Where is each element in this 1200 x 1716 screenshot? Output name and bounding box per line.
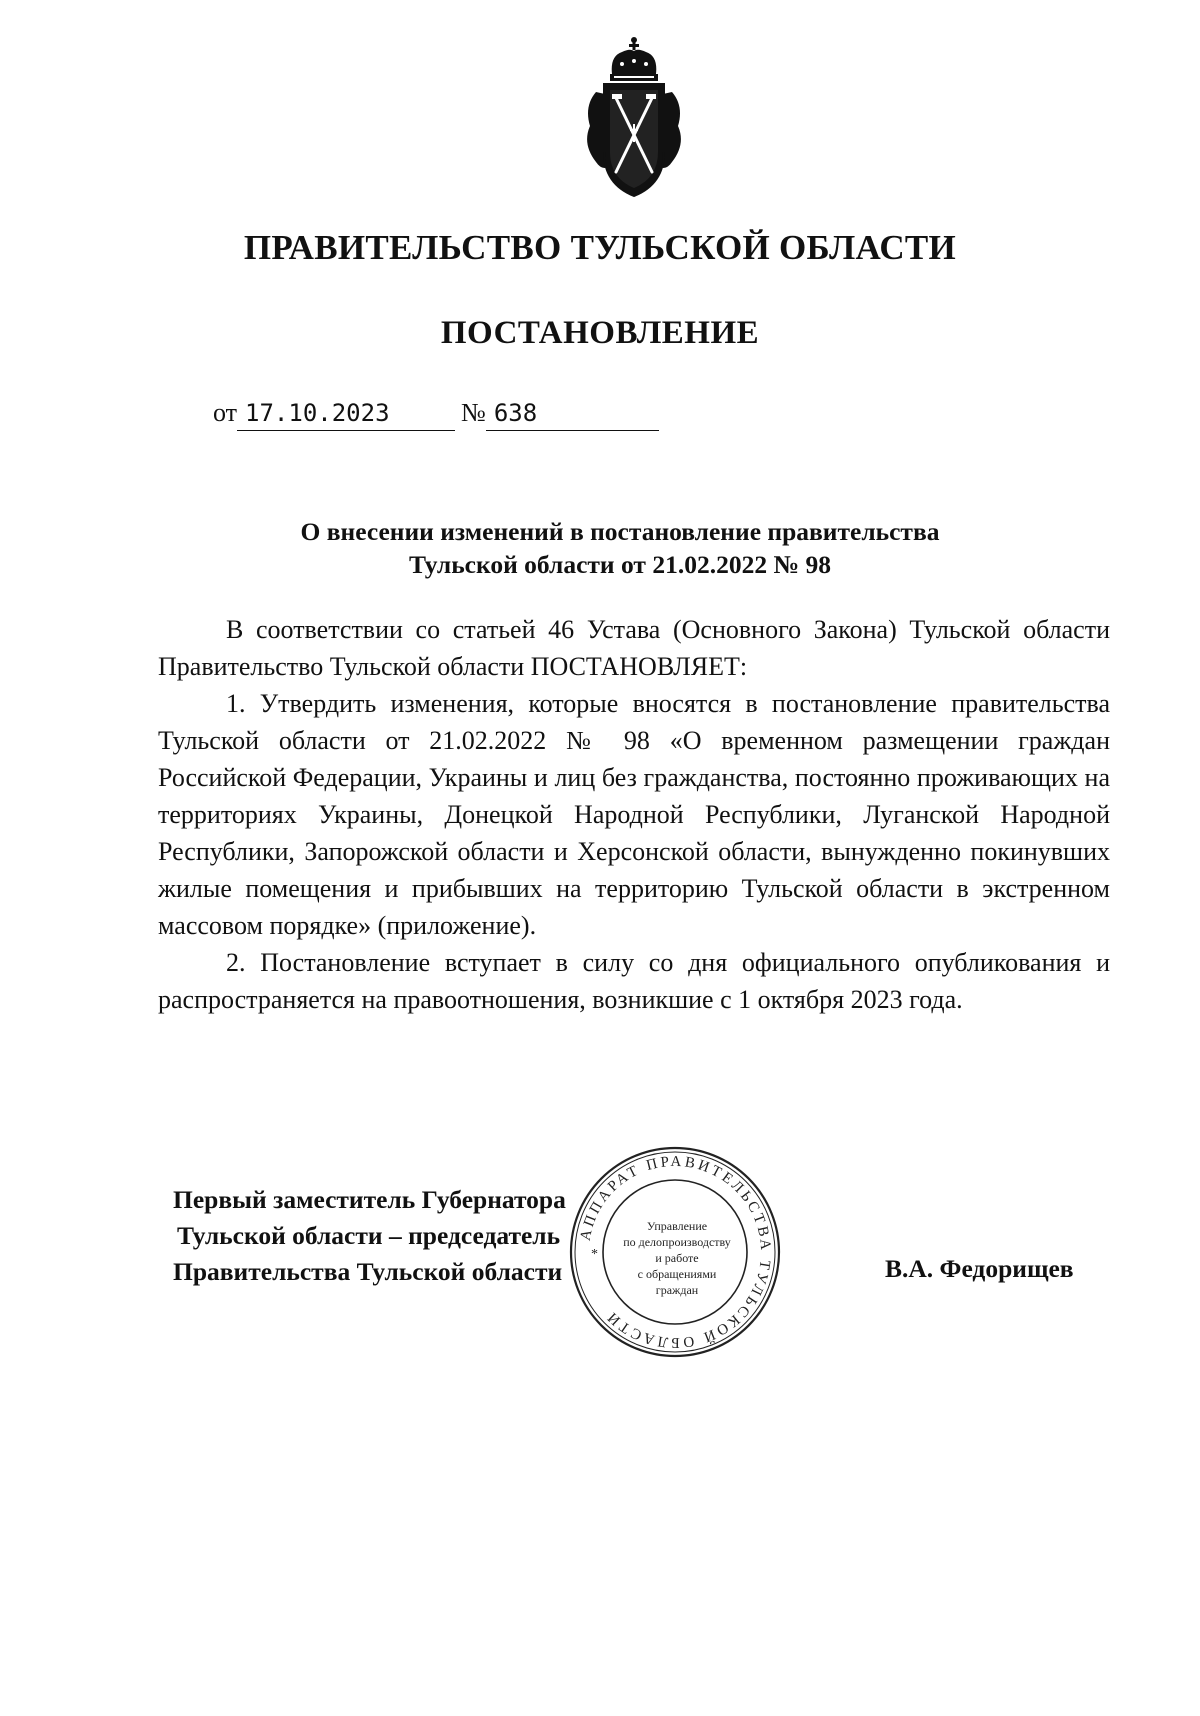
signatory-name: В.А. Федорищев xyxy=(885,1254,1074,1283)
position-line-2: Тульской области – председатель xyxy=(177,1221,561,1250)
position-line-3: Правительства Тульской области xyxy=(173,1257,563,1286)
position-line-1: Первый заместитель Губернатора xyxy=(173,1185,566,1214)
body-paragraph-2: 1. Утвердить изменения, которые вносятся в постановление правительства Тульской области от 21.02.2022 № 98 «О временном размещении граждан Российской Федерации, Украины и лиц без гражданства, постоянно проживающих на территориях Украины, Донецкой Народной Республики, Луганской Народной Республики, Запорожской области и Херсонской области, вынужденно покинувших жилые помещения и прибывших на территорию Тульской области в экстренном массовом порядке» (приложение). xyxy=(158,689,1110,940)
body-paragraph-1: В соответствии со статьей 46 Устава (Основного Закона) Тульской области Правительство Тульской области ПОСТАНОВЛЯЕТ: xyxy=(158,615,1110,681)
document-number: 638 xyxy=(486,400,659,431)
svg-text:АППАРАТ ПРАВИТЕЛЬСТВА ТУЛЬСКОЙ: АППАРАТ ПРАВИТЕЛЬСТВА ТУЛЬСКОЙ ОБЛАСТИ xyxy=(577,1153,774,1351)
document-type: ПОСТАНОВЛЕНИЕ xyxy=(440,315,760,351)
document-date: 17.10.2023 xyxy=(237,400,455,431)
tula-coat-of-arms-icon xyxy=(574,34,694,204)
svg-text:Управление: Управление xyxy=(646,1219,708,1233)
svg-text:*: * xyxy=(591,1247,598,1262)
svg-text:граждан: граждан xyxy=(655,1283,699,1297)
number-label: № xyxy=(461,398,486,427)
registration-line xyxy=(213,398,659,431)
signatory-position xyxy=(173,1182,566,1290)
official-stamp xyxy=(565,1142,785,1362)
subject-line-2: Тульской области от 21.02.2022 № 98 xyxy=(409,550,831,579)
document-body xyxy=(158,611,1110,1018)
body-paragraph-3: 2. Постановление вступает в силу со дня официального опубликования и распространяется на правоотношения, возникшие с 1 октября 2023 года. xyxy=(158,948,1110,1014)
date-label: от xyxy=(213,398,238,427)
document-subject xyxy=(200,515,1040,581)
organization-title: ПРАВИТЕЛЬСТВО ТУЛЬСКОЙ ОБЛАСТИ xyxy=(243,228,957,267)
svg-text:и работе: и работе xyxy=(655,1251,699,1265)
svg-text:с обращениями: с обращениями xyxy=(637,1267,717,1281)
subject-line-1: О внесении изменений в постановление правительства xyxy=(300,517,940,546)
svg-text:по делопроизводству: по делопроизводству xyxy=(623,1235,731,1249)
